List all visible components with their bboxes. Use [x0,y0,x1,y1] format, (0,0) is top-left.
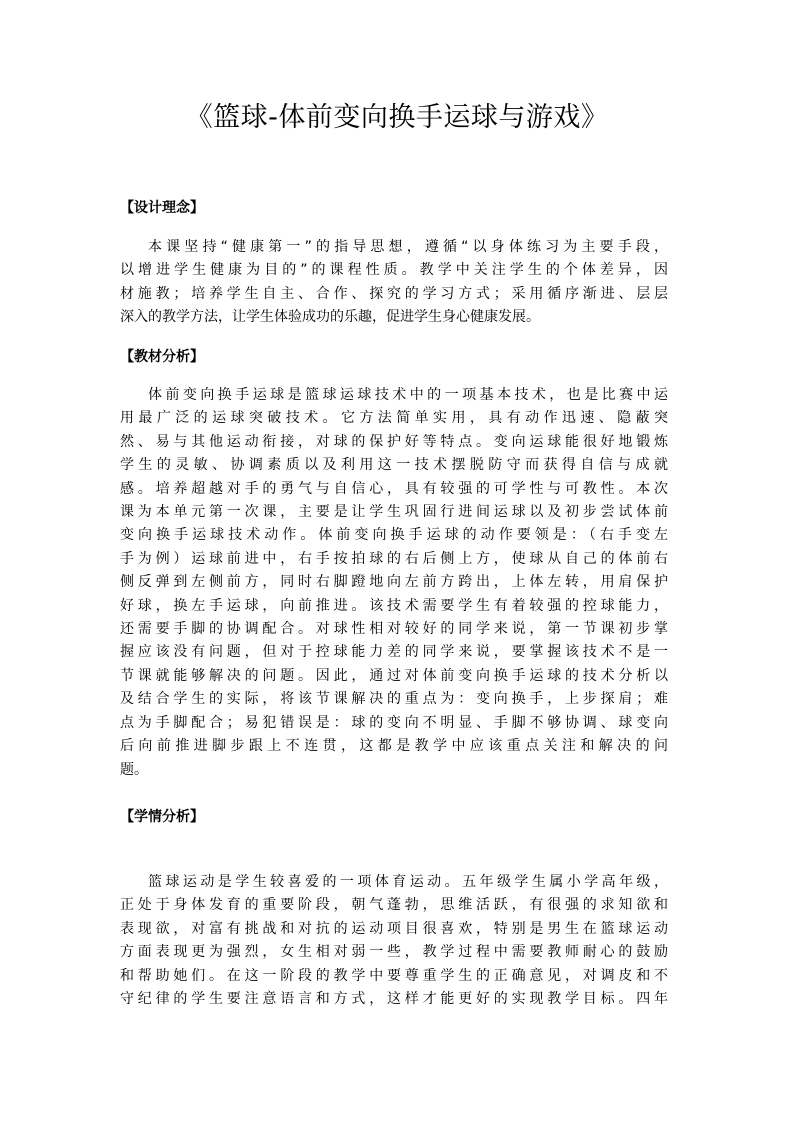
paragraph-line: 手为例）运球前进中，右手按拍球的右后侧上方，使球从自己的体前右 [120,550,668,567]
paragraph-line: 侧反弹到左侧前方，同时右脚蹬地向左前方跨出，上体左转，用肩保护 [120,574,668,591]
paragraph-line: 材施教；培养学生自主、合作、探究的学习方式；采用循序渐进、层层 [120,285,668,302]
paragraph-line: 然、易与其他运动衔接，对球的保护好等特点。变向运球能很好地锻炼 [120,433,668,450]
paragraph-line: 点为手脚配合；易犯错误是：球的变向不明显、手脚不够协调、球变向 [120,714,668,731]
paragraph-line: 感。培养超越对手的勇气与自信心，具有较强的可学性与可教性。本次 [120,480,668,497]
paragraph-line: 方面表现更为强烈，女生相对弱一些，教学过程中需要教师耐心的鼓励 [120,944,668,961]
paragraph-student-analysis [120,871,668,1011]
paragraph-line: 正处于身体发育的重要阶段，朝气蓬勃，思维活跃，有很强的求知欲和 [120,897,668,914]
paragraph-line: 题。 [120,761,148,778]
document-title: 《篮球-体前变向换手运球与游戏》 [185,102,609,133]
paragraph-line: 深入的教学方法，让学生体验成功的乐趣，促进学生身心健康发展。 [120,309,540,326]
paragraph-line: 后向前推进脚步跟上不连贯，这都是教学中应该重点关注和解决的问 [120,738,668,755]
paragraph-line: 及结合学生的实际，将该节课解决的重点为：变向换手，上步探肩；难 [120,691,668,708]
paragraph-line: 表现欲，对富有挑战和对抗的运动项目很喜欢，特别是男生在篮球运动 [120,920,668,937]
paragraph-line: 篮球运动是学生较喜爱的一项体育运动。五年级学生属小学高年级， [148,874,668,890]
paragraph-line: 变向换手运球技术动作。体前变向换手运球的动作要领是：（右手变左 [120,527,668,544]
paragraph-material-analysis [120,384,668,782]
paragraph-line: 握应该没有问题，但对于控球能力差的同学来说，要掌握该技术不是一 [120,644,668,661]
paragraph-line: 用最广泛的运球突破技术。它方法简单实用，具有动作迅速、隐蔽突 [120,410,668,427]
paragraph-line: 以增进学生健康为目的”的课程性质。教学中关注学生的个体差异，因 [120,262,668,279]
section-heading-material-analysis: 【教材分析】 [120,349,204,365]
paragraph-line: 本课坚持“健康第一”的指导思想，遵循“以身体练习为主要手段， [148,239,668,255]
section-heading-student-analysis: 【学情分析】 [120,809,204,825]
paragraph-line: 守纪律的学生要注意语言和方式，这样才能更好的实现教学目标。四年 [120,991,668,1008]
paragraph-line: 和帮助她们。在这一阶段的教学中要尊重学生的正确意见，对调皮和不 [120,967,668,984]
paragraph-line: 还需要手脚的协调配合。对球性相对较好的同学来说，第一节课初步掌 [120,621,668,638]
paragraph-line: 体前变向换手运球是篮球运球技术中的一项基本技术，也是比赛中运 [148,387,668,403]
paragraph-design-concept [120,236,668,330]
paragraph-line: 好球，换左手运球，向前推进。该技术需要学生有着较强的控球能力， [120,597,668,614]
paragraph-line: 学生的灵敏、协调素质以及利用这一技术摆脱防守而获得自信与成就 [120,457,668,474]
section-heading-design-concept: 【设计理念】 [120,200,204,216]
paragraph-line: 节课就能够解决的问题。因此，通过对体前变向换手运球的技术分析以 [120,667,668,684]
paragraph-line: 课为本单元第一次课，主要是让学生巩固行进间运球以及初步尝试体前 [120,504,668,521]
